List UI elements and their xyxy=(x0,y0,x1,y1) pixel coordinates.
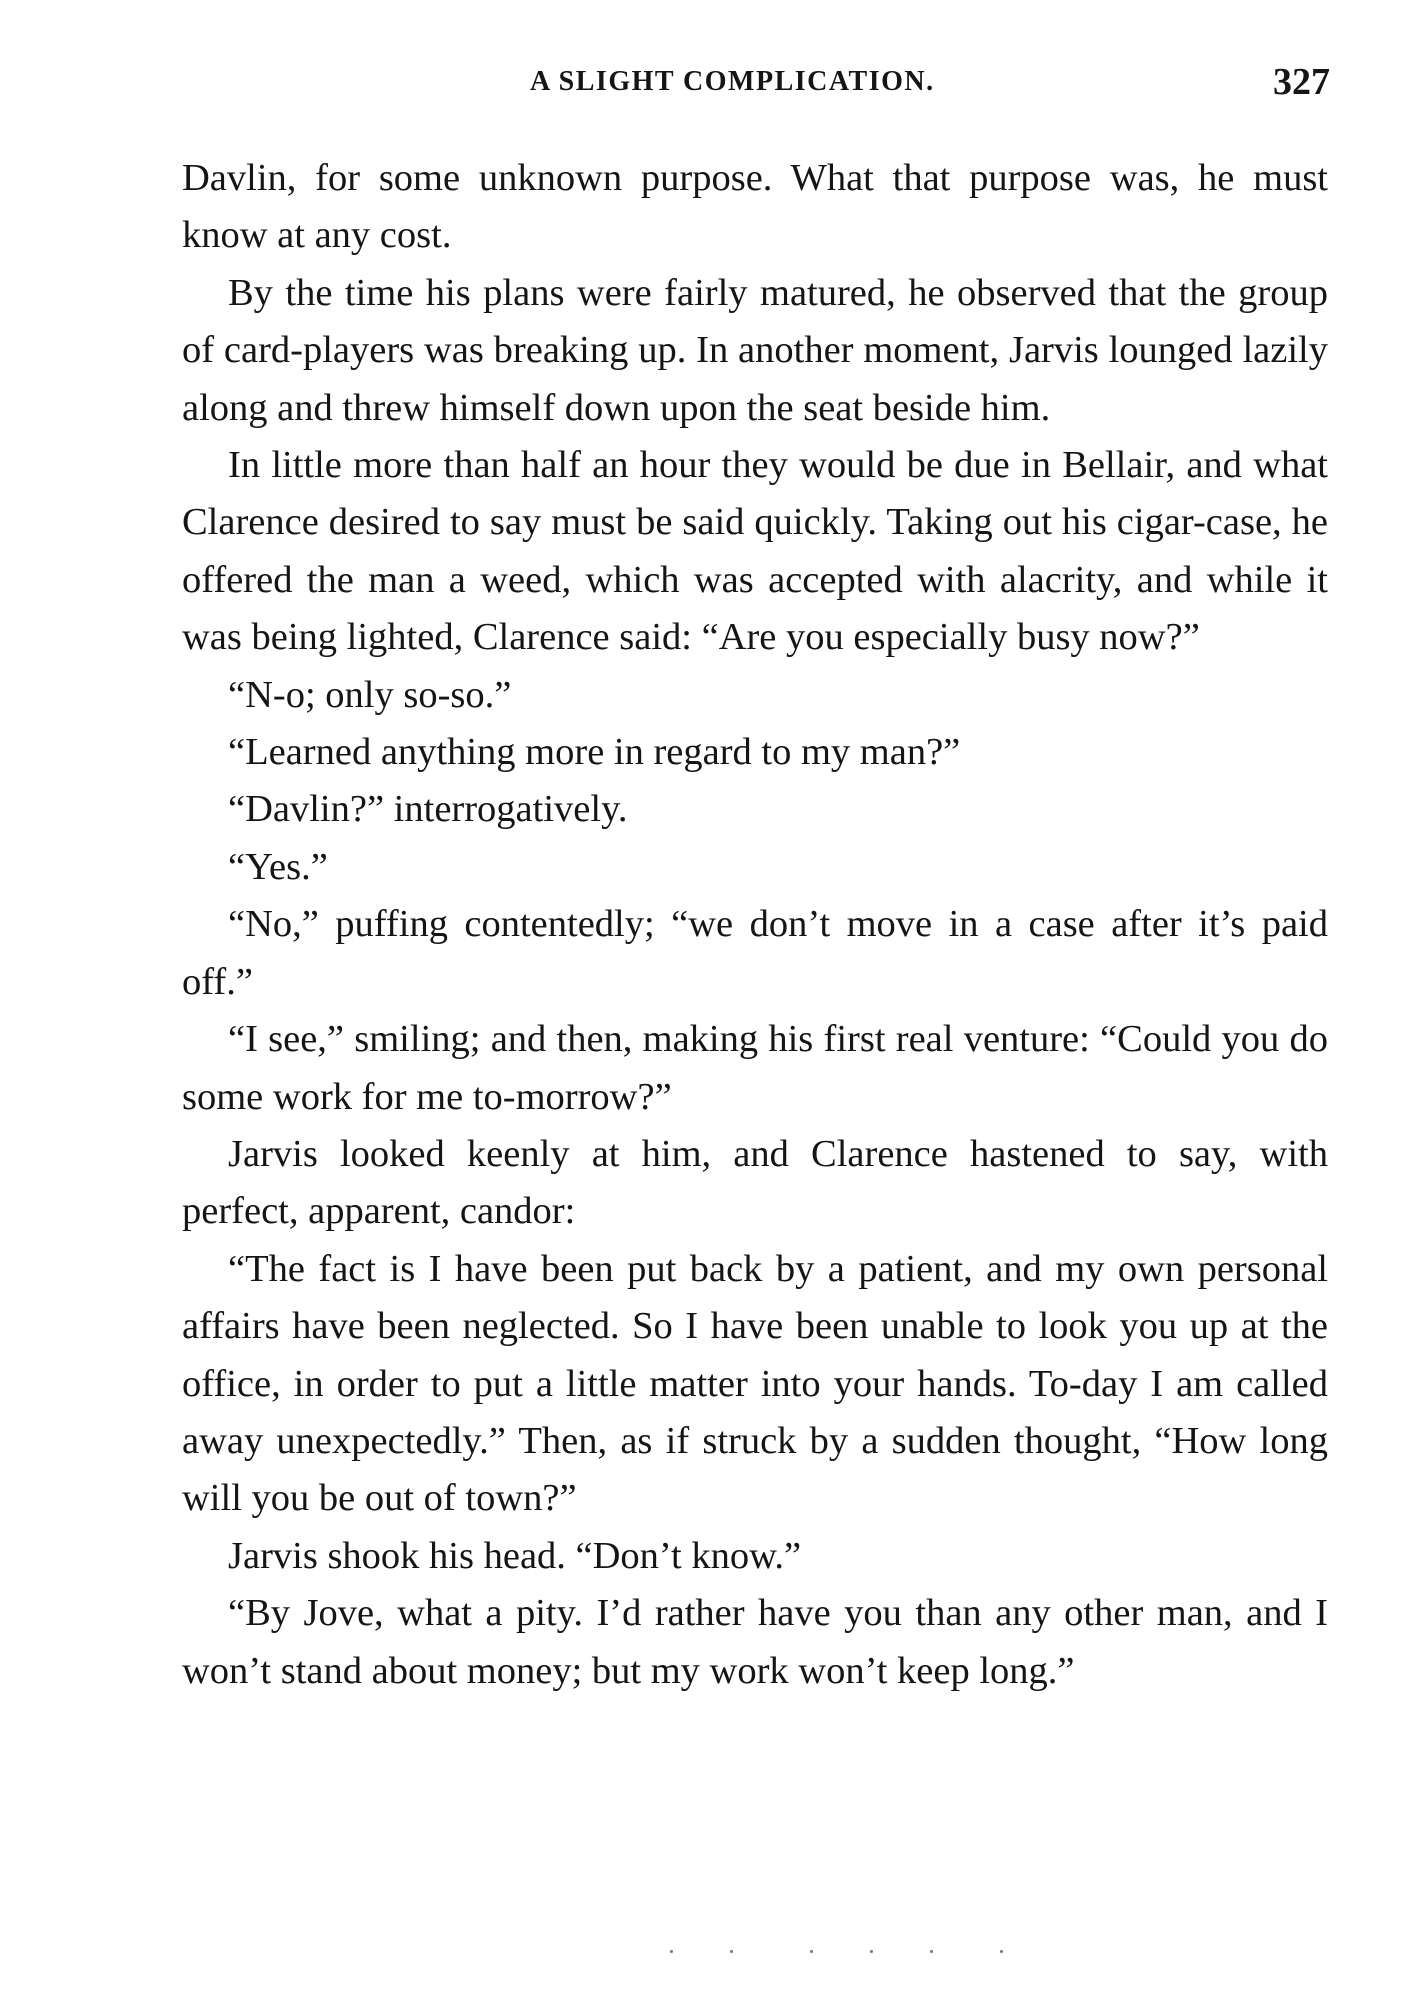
body-text xyxy=(182,150,1328,1700)
paragraph: “No,” puffing contentedly; “we don’t move in a case after it’s paid off.” xyxy=(182,903,1328,1003)
bottom-print-specks xyxy=(670,1950,1070,1956)
paragraph: “I see,” smiling; and then, making his first real venture: “Could you do some work for me to-morrow?” xyxy=(182,1018,1328,1118)
paragraph: Jarvis shook his head. “Don’t know.” xyxy=(228,1534,802,1577)
page-number: 327 xyxy=(1273,61,1330,103)
paragraph: “Learned anything more in regard to my man?” xyxy=(228,731,961,774)
paragraph: “N-o; only so-so.” xyxy=(228,673,512,716)
paragraph: “Yes.” xyxy=(228,845,328,888)
paragraph: “Davlin?” interrogatively. xyxy=(228,788,628,831)
paragraph: “By Jove, what a pity. I’d rather have you than any other man, and I won’t stand about money; but my work won’t keep long.” xyxy=(182,1592,1328,1692)
paragraph: “The fact is I have been put back by a patient, and my own personal affairs have been neglected. So I have been unable to look you up at the office, in order to put a little matter into your hands. To-day I am called away unexpectedly.” Then, as if struck by a sudden thought, “How long will you be out of town?” xyxy=(182,1247,1328,1520)
paragraph: By the time his plans were fairly matured, he observed that the group of card-players was breaking up. In another moment, Jarvis lounged lazily along and threw himself down upon the seat beside him. xyxy=(182,271,1328,429)
paragraph: Davlin, for some unknown purpose. What that purpose was, he must know at any cost. xyxy=(182,157,1328,257)
paragraph: Jarvis looked keenly at him, and Clarence hastened to say, with perfect, apparent, candor: xyxy=(182,1132,1328,1233)
page-header xyxy=(180,60,1330,110)
running-title: A SLIGHT COMPLICATION. xyxy=(530,66,935,97)
paragraph: In little more than half an hour they would be due in Bellair, and what Clarence desired to say must be said quickly. Taking out his cigar-case, he offered the man a weed, which was accepted with alacrity, and while it was being lighted, Clarence said: “Are you especially busy now?” xyxy=(182,444,1328,659)
